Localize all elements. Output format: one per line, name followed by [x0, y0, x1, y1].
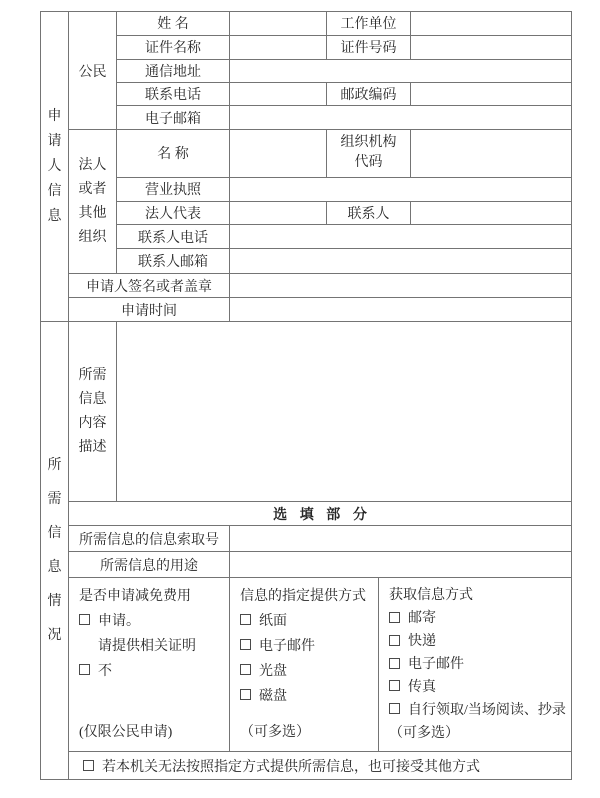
- checkbox-icon[interactable]: [240, 614, 251, 625]
- checkbox-option-fee-no[interactable]: [79, 657, 227, 682]
- email-value-cell[interactable]: [230, 106, 571, 129]
- checkbox-icon[interactable]: [389, 703, 400, 714]
- apply-date-label: 申请时间: [69, 298, 230, 321]
- checkbox-icon[interactable]: [83, 760, 94, 771]
- checkbox-option-obtain-email[interactable]: [389, 652, 569, 675]
- provide-option-label: 纸面: [259, 613, 287, 629]
- contact-email-label: 联系人邮箱: [117, 249, 230, 273]
- info-index-value-cell[interactable]: [230, 526, 571, 551]
- fee-waiver-column: [69, 578, 230, 751]
- contact-phone-label: 联系人电话: [117, 225, 230, 248]
- checkbox-icon[interactable]: [389, 612, 400, 623]
- checkbox-icon[interactable]: [240, 639, 251, 650]
- checkbox-option-fax[interactable]: [389, 674, 569, 697]
- obtain-multi-select-note: （可多选）: [389, 725, 459, 741]
- checkbox-option-post[interactable]: [389, 606, 569, 629]
- obtain-method-header: 获取信息方式: [389, 588, 473, 604]
- rep-label: 法人代表: [117, 202, 230, 225]
- required-info-side-header: [41, 322, 69, 779]
- postcode-value-cell[interactable]: [411, 83, 571, 105]
- checkbox-option-self-pickup[interactable]: [389, 697, 569, 720]
- contact-label: 联系人: [327, 202, 411, 225]
- email-label: 电子邮箱: [117, 106, 230, 129]
- provide-method-column: [230, 578, 379, 751]
- checkbox-option-provide-email[interactable]: [240, 632, 376, 657]
- provide-method-header: 信息的指定提供方式: [240, 589, 366, 604]
- contact-email-value-cell[interactable]: [230, 249, 571, 273]
- accept-other-way-label: 若本机关无法按照指定方式提供所需信息，也可接受其他方式: [102, 759, 480, 775]
- content-desc-value-cell[interactable]: [117, 322, 571, 501]
- checkbox-icon[interactable]: [389, 635, 400, 646]
- obtain-option-label: 传真: [408, 679, 436, 695]
- legal-org-group: [69, 130, 571, 274]
- signature-value-cell[interactable]: [230, 274, 571, 297]
- license-label: 营业执照: [117, 178, 230, 201]
- license-value-cell[interactable]: [230, 178, 571, 201]
- obtain-option-label: 快递: [408, 634, 436, 650]
- checkbox-option-paper[interactable]: [240, 607, 376, 632]
- optional-section-header: 选填部分: [273, 507, 380, 523]
- required-info-side-label: 所需信息情况: [47, 457, 62, 643]
- phone-label: 联系电话: [117, 83, 230, 105]
- cert-name-label: 证件名称: [117, 36, 230, 59]
- checkbox-option-cd[interactable]: [240, 657, 376, 682]
- citizen-group-label: 公民: [69, 12, 117, 129]
- section-required-info: [41, 322, 571, 779]
- provide-option-label: 电子邮件: [259, 638, 315, 654]
- provide-multi-select-note: （可多选）: [240, 725, 310, 740]
- legal-org-group-label: 法人或者其他组织: [69, 130, 117, 273]
- work-unit-label: 工作单位: [327, 12, 411, 35]
- address-label: 通信地址: [117, 60, 230, 83]
- obtain-option-label: 邮寄: [408, 611, 436, 627]
- address-value-cell[interactable]: [230, 60, 571, 83]
- info-index-label: 所需信息的信息索取号: [69, 526, 230, 551]
- checkbox-option-disk[interactable]: [240, 682, 376, 707]
- checkbox-option-accept-other-way[interactable]: [69, 752, 571, 779]
- obtain-method-column: [379, 578, 571, 751]
- content-desc-label: 所需信息内容描述: [69, 322, 117, 501]
- checkbox-option-express[interactable]: [389, 629, 569, 652]
- fee-waiver-header: 是否申请减免费用: [79, 589, 191, 604]
- application-form-table: [40, 11, 572, 780]
- provide-option-label: 光盘: [259, 663, 287, 679]
- org-name-label: 名 称: [117, 130, 230, 177]
- phone-value-cell[interactable]: [230, 83, 327, 105]
- name-value-cell[interactable]: [230, 12, 327, 35]
- apply-date-value-cell[interactable]: [230, 298, 571, 321]
- work-unit-value-cell[interactable]: [411, 12, 571, 35]
- org-name-value-cell[interactable]: [230, 130, 327, 177]
- checkbox-option-fee-apply[interactable]: [79, 607, 227, 632]
- cert-no-value-cell[interactable]: [411, 36, 571, 59]
- checkbox-icon[interactable]: [389, 680, 400, 691]
- fee-citizen-only-note: (仅限公民申请): [79, 725, 173, 740]
- applicant-info-side-header: [41, 12, 69, 321]
- cert-no-label: 证件号码: [327, 36, 411, 59]
- org-code-label: 组织机构代码: [327, 130, 411, 177]
- rep-value-cell[interactable]: [230, 202, 327, 225]
- name-label: 姓 名: [117, 12, 230, 35]
- fee-apply-note: 请提供相关证明: [98, 638, 196, 654]
- contact-value-cell[interactable]: [411, 202, 571, 225]
- info-purpose-label: 所需信息的用途: [69, 552, 230, 577]
- provide-option-label: 磁盘: [259, 688, 287, 704]
- obtain-option-label: 自行领取/当场阅读、抄录: [408, 702, 566, 718]
- checkbox-icon[interactable]: [79, 614, 90, 625]
- checkbox-icon[interactable]: [240, 664, 251, 675]
- fee-no-label: 不: [98, 663, 112, 679]
- fee-apply-label: 申请。: [98, 613, 140, 629]
- checkbox-icon[interactable]: [389, 658, 400, 669]
- section-applicant-info: [41, 12, 571, 322]
- info-purpose-value-cell[interactable]: [230, 552, 571, 577]
- obtain-option-label: 电子邮件: [408, 657, 464, 672]
- checkbox-icon[interactable]: [240, 689, 251, 700]
- checkbox-icon[interactable]: [79, 664, 90, 675]
- postcode-label: 邮政编码: [327, 83, 411, 105]
- signature-label: 申请人签名或者盖章: [69, 274, 230, 297]
- citizen-group: [69, 12, 571, 130]
- applicant-info-side-label: 申请人信息: [47, 109, 62, 224]
- cert-name-value-cell[interactable]: [230, 36, 327, 59]
- contact-phone-value-cell[interactable]: [230, 225, 571, 248]
- org-code-value-cell[interactable]: [411, 130, 571, 177]
